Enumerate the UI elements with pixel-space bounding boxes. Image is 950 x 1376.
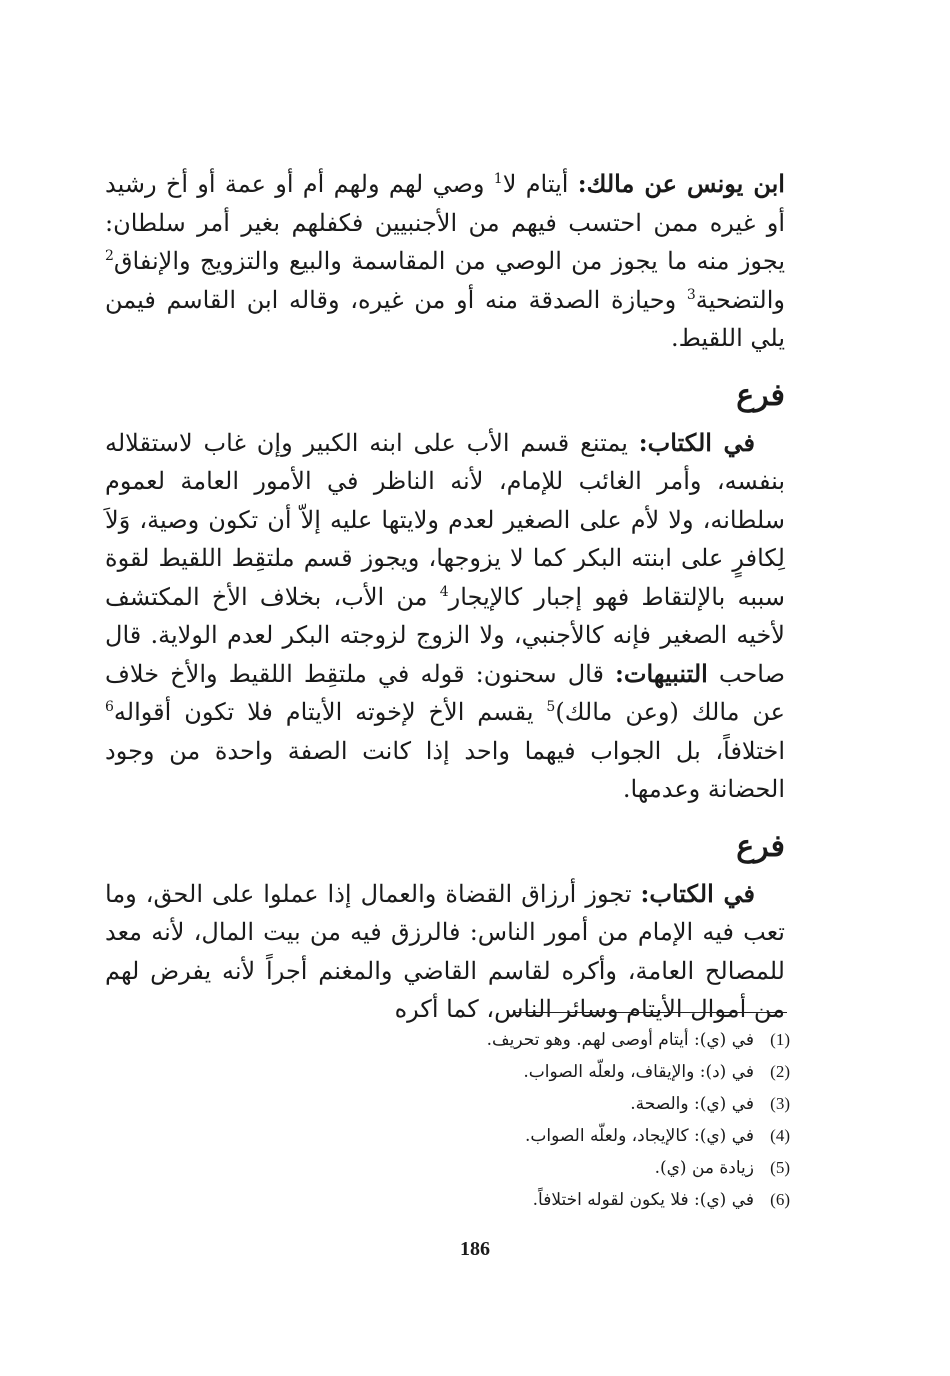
paragraph-3: في الكتاب: تجوز أرزاق القضاة والعمال إذا عملوا على الحق، وما تعب فيه الإمام من أمور الناس: فالرزق فيه من بيت المال، لأنه معد للمصالح العامة، وأكره لقاسم القاضي والمغنم أجراً لأنه يفرض لهم من أموال الأيتام وسائر الناس، كما أكره	[105, 878, 785, 1023]
footnote-ref-2[interactable]: 2	[105, 248, 114, 264]
page-number: 186	[460, 1238, 490, 1260]
footnote-ref-1[interactable]: 1	[493, 171, 503, 187]
section-heading-2: فرع	[736, 828, 785, 864]
footnote-1: (1) في (ي): أيتام أوصى لهم. وهو تحريف.	[486, 1030, 790, 1050]
footnote-6: (6) في (ي): فلا يكون لقوله اختلافاً.	[532, 1190, 790, 1210]
paragraph-3-source: في الكتاب:	[640, 878, 755, 908]
footnote-ref-3[interactable]: 3	[686, 286, 696, 303]
footnote-ref-6[interactable]: 6	[105, 699, 114, 715]
footnote-4: (4) في (ي): كالإيجاد، ولعلّه الصواب.	[524, 1126, 790, 1146]
footnotes	[370, 1024, 790, 1216]
footnote-2: (2) في (د): والإيقاف، ولعلّه الصواب.	[523, 1062, 790, 1082]
section-heading-1: فرع	[736, 377, 785, 413]
footnote-ref-5[interactable]: 5	[546, 699, 556, 715]
paragraph-1-lead: ابن يونس عن مالك:	[577, 169, 785, 198]
main-text	[105, 165, 785, 1029]
footnote-ref-4[interactable]: 4	[439, 583, 449, 600]
footnote-5: (5) زيادة من (ي).	[654, 1158, 790, 1178]
paragraph-2-source: في الكتاب:	[638, 427, 756, 457]
paragraph-2: في الكتاب: يمتنع قسم الأب على ابنه الكبير وإن غاب لاستقلاله بنفسه، وأمر الغائب للإمام، لأنه الناظر في الأمور العامة لعموم سلطانه، ولا لأم على الصغير لعدم ولايتها عليه إلاّ أن تكون وصية، وَلاَ لِكافرٍ على ابنته البكر كما لا يزوجها، ويجوز قسم ملتقِط اللقيط لقوة سببه بالإلتقاط فهو إجبار كالإيجار$^4$ من الأب، بخلاف الأخ المكتشف لأخيه الصغير فإنه كالأجنبي، ولا الزوج لزوجته البكر لعدم الولاية. قال صاحب التنبيهات: قال سحنون: قوله في ملتقِط اللقيط والأخ خلاف عن مالك (وعن مالك)$^5$ يقسم الأخ لإخوته الأيتام فلا تكون أقواله$^6$ اختلافاً، بل الجواب فيهما واحد إذا كانت الصفة واحدة من وجود الحضانة وعدمها.	[105, 427, 785, 803]
footnote-3: (3) في (ي): والصحة.	[630, 1094, 790, 1114]
paragraph-2-source-2: التنبيهات:	[615, 658, 708, 688]
footnote-separator	[515, 1012, 787, 1013]
paragraph-1: ابن يونس عن مالك: أيتام لا$^1$ وصي لهم ولهم أم أو عمة أو أخ رشيد أو غيره ممن احتسب فيهم من الأجنبيين فكفلهم بغير أمر سلطان: يجوز منه ما يجوز من الوصي من المقاسمة والبيع والتزويج والإنفاق$^2$ والتضحية$^3$ وحيازة الصدقة منه أو من غيره، وقاله ابن القاسم فيمن يلي اللقيط.	[105, 169, 785, 352]
